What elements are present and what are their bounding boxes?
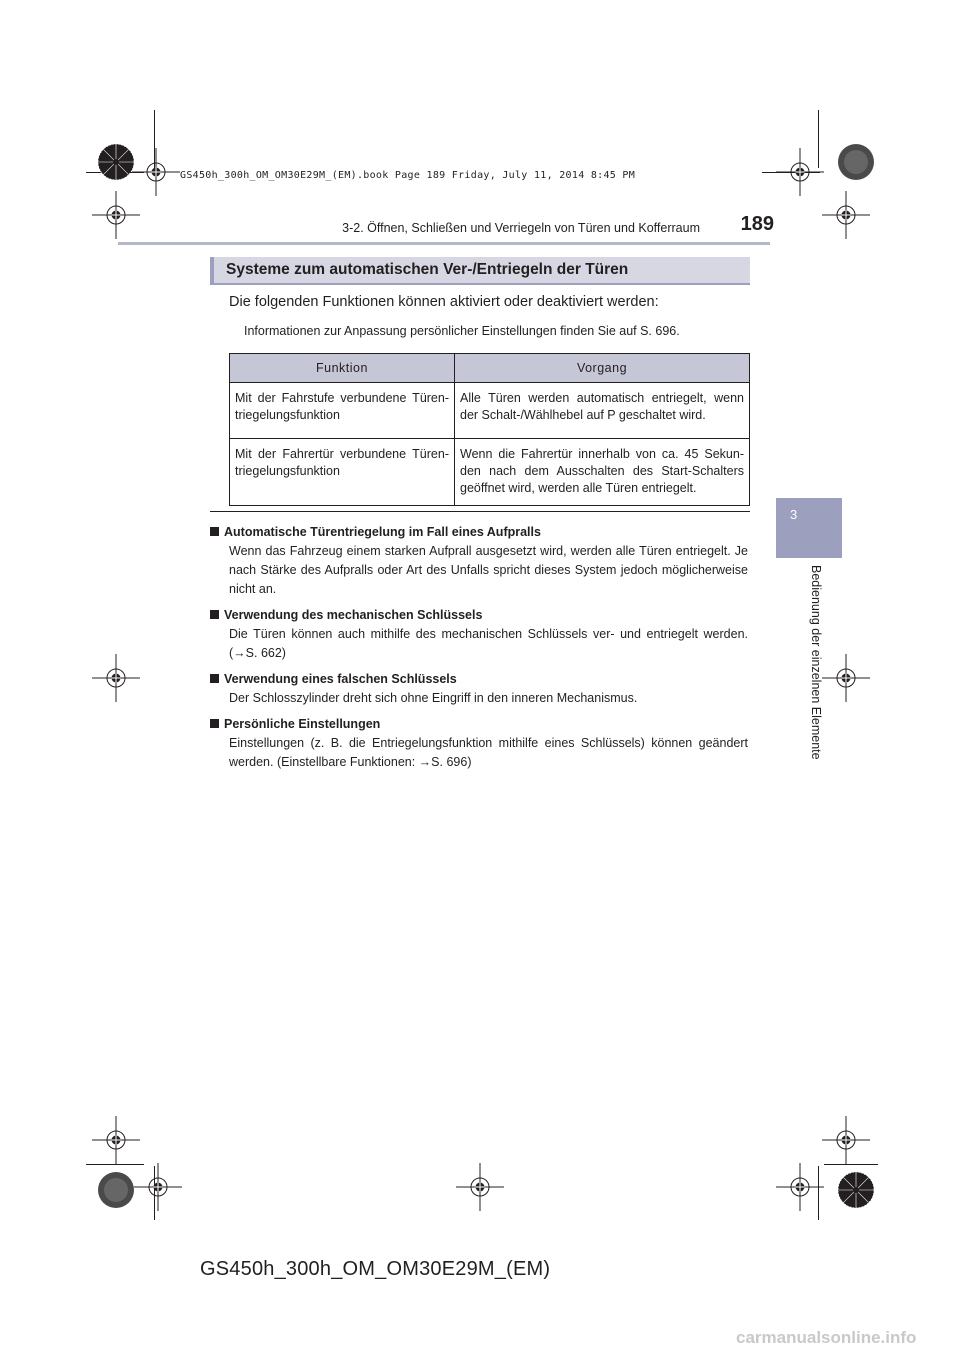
note-heading: Verwendung eines falschen Schlüssels — [224, 672, 457, 686]
table-cell-function: Mit der Fahrertür verbundene Türen-triegelungsfunktion — [230, 439, 455, 506]
note-heading: Verwendung des mechanischen Schlüssels — [224, 608, 483, 622]
square-bullet-icon — [210, 719, 219, 728]
watermark: carmanualsonline.info — [736, 1328, 917, 1347]
running-header-title: 3-2. Öffnen, Schließen und Verriegeln von Türen und Kofferraum — [342, 221, 700, 235]
table-cell-function: Mit der Fahrstufe verbundene Türen-triegelungsfunktion — [230, 383, 455, 439]
note-body: Der Schlosszylinder dreht sich ohne Eingriff in den inneren Mechanismus. — [229, 691, 638, 705]
header-rule — [118, 242, 770, 245]
square-bullet-icon — [210, 610, 219, 619]
page-number: 189 — [740, 213, 774, 235]
note-body: Einstellungen (z. B. die Entriegelungsfunktion mithilfe eines Schlüssels) können geändert werden. (Einstellbare Funktionen: →S. 696) — [229, 736, 748, 769]
note-body: Wenn das Fahrzeug einem starken Aufprall ausgesetzt wird, werden alle Türen entriegelt. Je nach Stärke des Aufpralls oder Art des Unfalls spricht dieses System jedoch möglicherweise nicht an. — [229, 544, 748, 596]
table-row — [230, 439, 750, 506]
note-heading: Automatische Türentriegelung im Fall eines Aufpralls — [224, 525, 541, 539]
section-info: Informationen zur Anpassung persönlicher Einstellungen finden Sie auf S. 696. — [244, 324, 680, 338]
table-row — [230, 383, 750, 439]
section-heading — [210, 257, 750, 285]
table-header-action: Vorgang — [455, 354, 750, 383]
footer-manual-code: GS450h_300h_OM_OM30E29M_(EM) — [200, 1258, 551, 1280]
square-bullet-icon — [210, 674, 219, 683]
square-bullet-icon — [210, 527, 219, 536]
notes-list — [210, 522, 748, 778]
note-item — [210, 714, 748, 772]
table-cell-action: Alle Türen werden automatisch entriegelt, wenn der Schalt-/Wählhebel auf P geschaltet wird. — [455, 383, 750, 439]
section-intro: Die folgenden Funktionen können aktiviert oder deaktiviert werden: — [229, 294, 659, 310]
table-header-row — [230, 354, 750, 383]
notes-separator — [210, 511, 750, 512]
print-slug: GS450h_300h_OM_OM30E29M_(EM).book Page 189 Friday, July 11, 2014 8:45 PM — [180, 170, 636, 181]
section-title: Systeme zum automatischen Ver-/Entriegeln der Türen — [226, 261, 629, 278]
table-header-function: Funktion — [230, 354, 455, 383]
note-item — [210, 669, 748, 708]
note-heading: Persönliche Einstellungen — [224, 717, 381, 731]
note-item — [210, 522, 748, 599]
table-cell-action: Wenn die Fahrertür innerhalb von ca. 45 Sekun-den nach dem Ausschalten des Start-Schalters geöffnet wird, werden alle Türen entriegelt. — [455, 439, 750, 506]
chapter-tab — [776, 498, 842, 558]
note-item — [210, 605, 748, 663]
function-table — [229, 353, 750, 506]
note-body: Die Türen können auch mithilfe des mechanischen Schlüssels ver- und entriegelt werden. (→S. 662) — [229, 627, 748, 660]
chapter-number: 3 — [790, 507, 798, 522]
chapter-label: Bedienung der einzelnen Elemente — [809, 565, 823, 760]
